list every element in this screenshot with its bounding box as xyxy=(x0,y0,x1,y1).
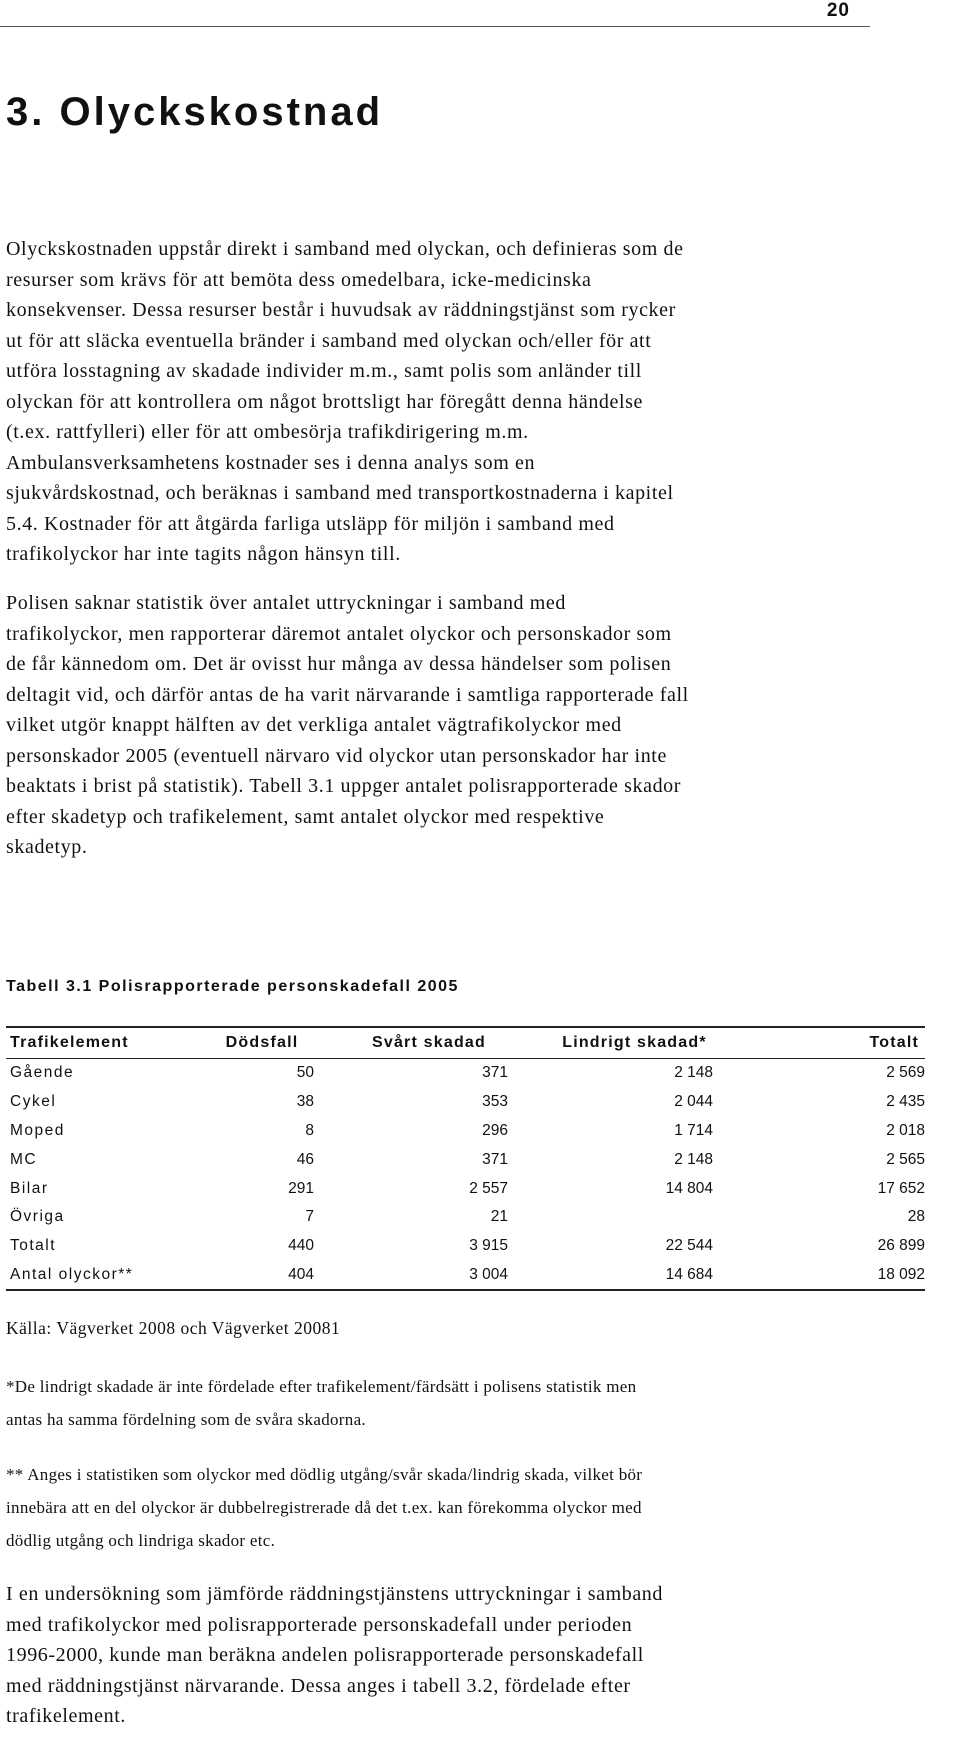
text-line: ut för att släcka eventuella bränder i samband med olyckan och/eller för att xyxy=(6,329,652,352)
text-line: skadetyp. xyxy=(6,836,88,858)
page-header xyxy=(0,0,870,27)
page-number: 20 xyxy=(826,0,850,21)
text-line: ** Anges i statistiken som olyckor med dödlig utgång/svår skada/lindrig skada, vilket bör xyxy=(6,1465,643,1484)
footnote-antal-olyckor xyxy=(6,1458,866,1557)
cell-trafikelement: Bilar xyxy=(10,1179,49,1197)
cell-trafikelement: Cykel xyxy=(10,1093,57,1111)
text-line: deltagit vid, och därför antas de ha varit närvarande i samtliga rapporterade fall xyxy=(6,683,689,706)
cell-svart-skadad: 3 915 xyxy=(469,1237,508,1255)
text-line: personskador 2005 (eventuell närvaro vid olyckor utan personskador har inte xyxy=(6,744,667,767)
cell-totalt: 17 652 xyxy=(877,1179,925,1197)
cell-totalt: 2 565 xyxy=(886,1150,925,1168)
text-line: 1996-2000, kunde man beräkna andelen polisrapporterade personskadefall xyxy=(6,1644,644,1666)
cell-dodsfall: 291 xyxy=(288,1179,314,1197)
table-row xyxy=(6,1088,925,1117)
text-line: Polisen saknar statistik över antalet uttryckningar i samband med xyxy=(6,592,566,614)
cell-lindrigt-skadad: 2 148 xyxy=(674,1064,713,1082)
cell-totalt: 2 018 xyxy=(886,1121,925,1139)
text-line: de får kännedom om. Det är ovisst hur många av dessa händelser som polisen xyxy=(6,653,672,675)
cell-trafikelement: MC xyxy=(10,1150,38,1168)
footnote-lindrigt xyxy=(6,1370,866,1436)
cell-lindrigt-skadad: 2 044 xyxy=(674,1093,713,1111)
text-line: antas ha samma fördelning som de svåra skadorna. xyxy=(6,1410,366,1429)
cell-dodsfall: 38 xyxy=(296,1093,314,1111)
column-header: Dödsfall xyxy=(190,1027,334,1059)
text-line: beaktats i brist på statistik). Tabell 3.1 uppger antalet polisrapporterade skador xyxy=(6,775,682,797)
text-line: trafikelement. xyxy=(6,1705,127,1727)
paragraph-undersokning xyxy=(6,1579,866,1732)
chapter-title: 3. Olyckskostnad xyxy=(6,90,384,134)
text-line: vilket utgör knappt hälften av det verkliga antalet vägtrafikolyckor med xyxy=(6,714,622,736)
cell-dodsfall: 440 xyxy=(288,1237,314,1255)
text-line: Ambulansverksamhetens kostnader ses i denna analys som en xyxy=(6,451,536,474)
table-row xyxy=(6,1059,925,1088)
cell-svart-skadad: 3 004 xyxy=(334,1261,524,1291)
table-row xyxy=(6,1203,925,1232)
text-line: trafikolyckor, men rapporterar däremot antalet olyckor och personskador som xyxy=(6,622,672,645)
cell-totalt: 28 xyxy=(907,1208,925,1226)
cell-totalt: 26 899 xyxy=(877,1237,925,1255)
table-row xyxy=(6,1145,925,1174)
column-header: Svårt skadad xyxy=(334,1027,524,1059)
text-line: resurser som krävs för att bemöta dess omedelbara, icke-medicinska xyxy=(6,268,592,291)
column-header: Trafikelement xyxy=(6,1027,190,1059)
cell-svart-skadad: 371 xyxy=(482,1150,508,1168)
text-line: I en undersökning som jämförde räddningstjänstens uttryckningar i samband xyxy=(6,1583,664,1605)
paragraph-polisen xyxy=(6,588,866,863)
cell-svart-skadad: 2 557 xyxy=(469,1179,508,1197)
table-row xyxy=(6,1232,925,1261)
cell-trafikelement: Övriga xyxy=(10,1208,65,1226)
cell-lindrigt-skadad: 2 148 xyxy=(674,1150,713,1168)
text-line: konsekvenser. Dessa resurser består i huvudsak av räddningstjänst som rycker xyxy=(6,299,676,321)
table-title: Tabell 3.1 Polisrapporterade personskadefall 2005 xyxy=(6,978,459,995)
cell-totalt: 2 569 xyxy=(886,1064,925,1082)
cell-lindrigt-skadad xyxy=(524,1203,745,1232)
cell-lindrigt-skadad: 14 684 xyxy=(524,1261,745,1291)
table-row xyxy=(6,1261,925,1291)
column-header: Lindrigt skadad* xyxy=(524,1027,745,1059)
cell-trafikelement: Antal olyckor** xyxy=(6,1261,190,1291)
cell-dodsfall: 7 xyxy=(305,1208,314,1226)
cell-lindrigt-skadad: 1 714 xyxy=(674,1121,713,1139)
text-line: *De lindrigt skadade är inte fördelade efter trafikelement/färdsätt i polisens statistik men xyxy=(6,1377,637,1396)
text-line: efter skadetyp och trafikelement, samt antalet olyckor med respektive xyxy=(6,805,605,828)
text-line: trafikolyckor har inte tagits någon hänsyn till. xyxy=(6,543,401,565)
text-line: olyckan för att kontrollera om något brottsligt har föregått denna händelse xyxy=(6,390,644,413)
personskadefall-table xyxy=(6,1026,925,1291)
table-row xyxy=(6,1174,925,1203)
cell-totalt: 18 092 xyxy=(745,1261,925,1291)
cell-lindrigt-skadad: 14 804 xyxy=(665,1179,713,1197)
text-line: (t.ex. rattfylleri) eller för att ombesörja trafikdirigering m.m. xyxy=(6,421,529,443)
table-header-row xyxy=(6,1027,925,1059)
cell-svart-skadad: 296 xyxy=(482,1121,508,1139)
column-header: Totalt xyxy=(745,1027,925,1059)
text-line: med räddningstjänst närvarande. Dessa anges i tabell 3.2, fördelade efter xyxy=(6,1674,631,1697)
cell-dodsfall: 46 xyxy=(296,1150,314,1168)
cell-dodsfall: 404 xyxy=(190,1261,334,1291)
text-line: utföra losstagning av skadade individer m.m., samt polis som anländer till xyxy=(6,360,642,382)
cell-trafikelement: Moped xyxy=(10,1121,65,1139)
cell-totalt: 2 435 xyxy=(886,1093,925,1111)
text-line: innebära att en del olyckor är dubbelregistrerade då det t.ex. kan förekomma olyckor med xyxy=(6,1498,642,1517)
paragraph-olyckskostnad xyxy=(6,234,866,570)
cell-svart-skadad: 353 xyxy=(482,1093,508,1111)
cell-svart-skadad: 371 xyxy=(482,1064,508,1082)
text-line: dödlig utgång och lindriga skador etc. xyxy=(6,1531,276,1550)
text-line: sjukvårdskostnad, och beräknas i samband med transportkostnaderna i kapitel xyxy=(6,482,674,504)
cell-dodsfall: 50 xyxy=(296,1064,314,1082)
cell-svart-skadad: 21 xyxy=(490,1208,508,1226)
cell-trafikelement: Totalt xyxy=(10,1237,57,1255)
text-line: Olyckskostnaden uppstår direkt i samband med olyckan, och definieras som de xyxy=(6,238,684,260)
table-source: Källa: Vägverket 2008 och Vägverket 20081 xyxy=(6,1318,341,1338)
text-line: med trafikolyckor med polisrapporterade personskadefall under perioden xyxy=(6,1613,633,1636)
table-row xyxy=(6,1117,925,1146)
text-line: 5.4. Kostnader för att åtgärda farliga utsläpp för miljön i samband med xyxy=(6,512,615,535)
cell-lindrigt-skadad: 22 544 xyxy=(665,1237,713,1255)
cell-dodsfall: 8 xyxy=(305,1121,314,1139)
cell-trafikelement: Gående xyxy=(10,1064,75,1082)
